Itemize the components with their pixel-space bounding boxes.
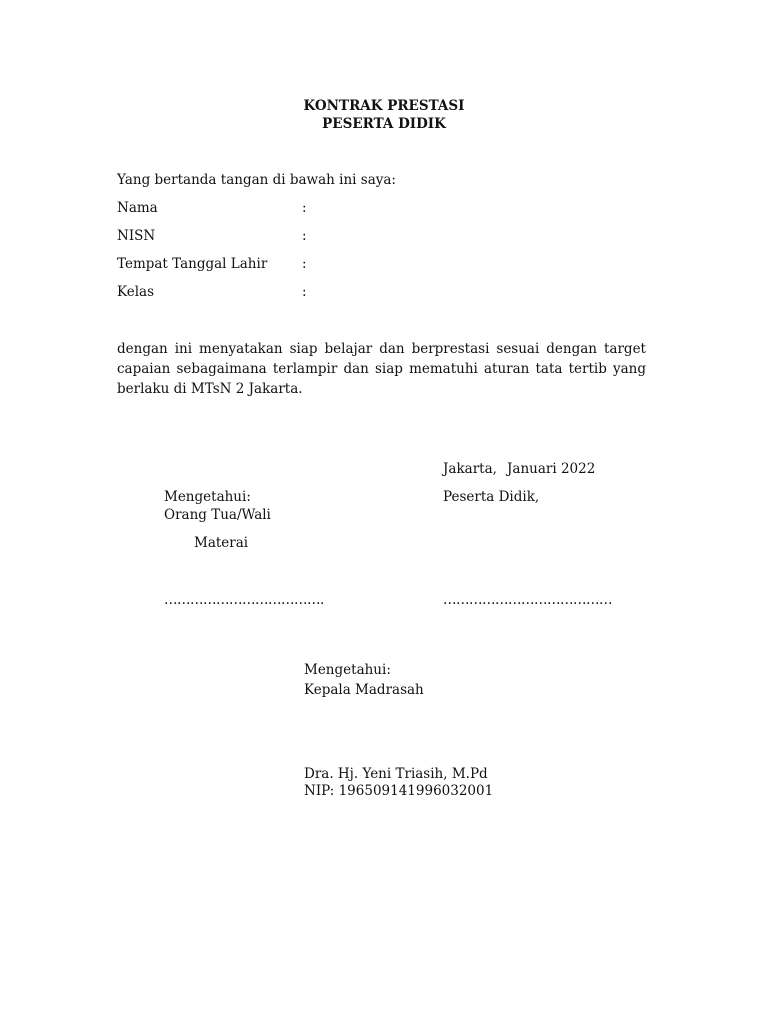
field-colon-nama: : [302, 200, 307, 216]
field-label-nisn: NISN [117, 228, 156, 244]
field-label-kelas: Kelas [117, 284, 155, 300]
place-date: Januari 2022 [507, 461, 596, 477]
statement-paragraph: dengan ini menyatakan siap belajar dan berprestasi sesuai dengan target capaian sebagaimana terlampir dan siap mematuhi aturan tata tertib yang berlaku di MTsN 2 Jakarta. [117, 341, 646, 397]
left-sign-role: Orang Tua/Wali [164, 507, 271, 523]
field-colon-nisn: : [302, 228, 307, 244]
field-colon-kelas: : [302, 284, 307, 300]
principal-heading: Mengetahui: [304, 662, 391, 678]
field-colon-ttl: : [302, 256, 307, 272]
principal-role: Kepala Madrasah [304, 682, 424, 698]
right-signature-line: ………………………………… [443, 592, 612, 608]
field-label-nama: Nama [117, 200, 158, 216]
stamp-label: Materai [194, 535, 249, 551]
intro-text: Yang bertanda tangan di bawah ini saya: [117, 172, 396, 188]
document-title-line2: PESERTA DIDIK [322, 116, 446, 132]
left-signature-line: ………………………………. [164, 592, 324, 608]
document-title-line1: KONTRAK PRESTASI [303, 98, 465, 114]
left-sign-heading: Mengetahui: [164, 489, 251, 505]
principal-name: Dra. Hj. Yeni Triasih, M.Pd [304, 766, 488, 782]
place-city: Jakarta, [443, 461, 497, 477]
principal-nip: NIP: 196509141996032001 [304, 783, 494, 799]
field-label-ttl: Tempat Tanggal Lahir [117, 256, 268, 272]
right-sign-role: Peserta Didik, [443, 489, 540, 505]
